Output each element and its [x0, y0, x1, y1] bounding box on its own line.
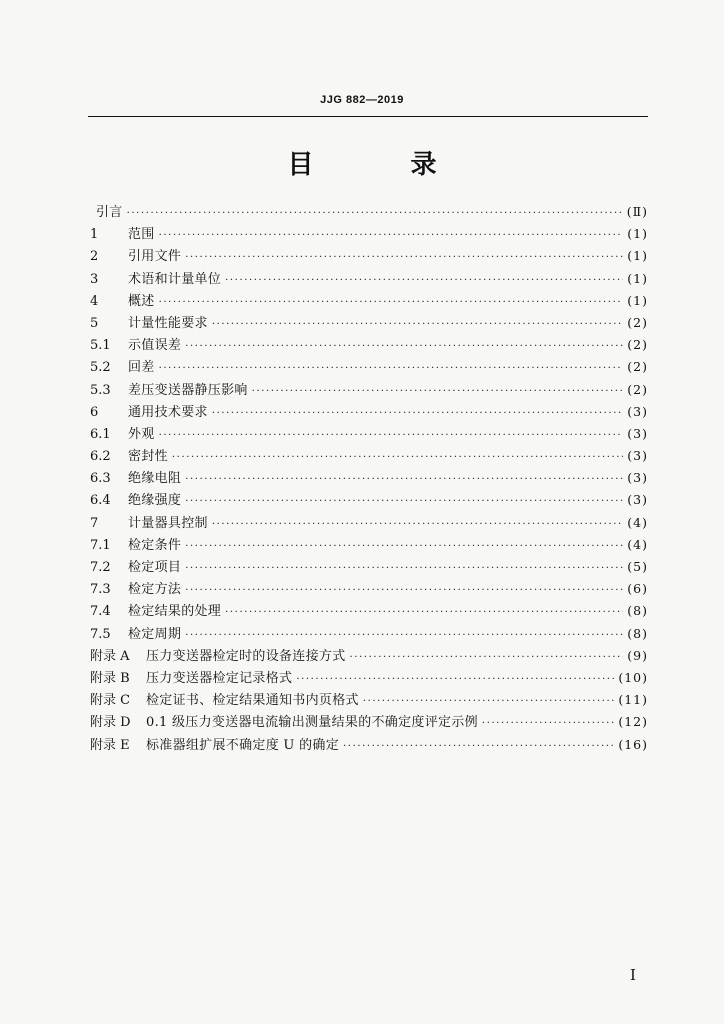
toc-entry-title: 示值误差 [128, 338, 182, 354]
toc-entry-title: 绝缘电阻 [128, 471, 182, 487]
toc-entry-number: 7.1 [90, 537, 111, 553]
toc-leader-dots [127, 203, 623, 225]
toc-leader-dots [350, 647, 624, 669]
toc-entry[interactable] [90, 512, 648, 534]
toc-leader-dots [185, 491, 623, 513]
toc-entry-number: 附录 C [90, 693, 131, 709]
toc-entry-title: 术语和计量单位 [128, 271, 222, 287]
page-title: 目 录 [287, 150, 481, 180]
toc-entry-page: (8) [627, 603, 648, 619]
toc-leader-dots [225, 602, 623, 624]
toc-entry-page: (3) [627, 492, 648, 508]
toc-entry-page: (1) [627, 226, 648, 242]
page-number: I [630, 966, 636, 984]
toc-entry[interactable] [90, 445, 648, 467]
toc-entry-number: 5.3 [90, 382, 111, 398]
toc-entry-number: 附录 B [90, 670, 130, 686]
toc-leader-dots [212, 403, 623, 425]
toc-entry[interactable] [90, 711, 648, 733]
toc-leader-dots [212, 314, 623, 336]
toc-entry-title: 检定方法 [128, 582, 182, 598]
toc-entry-title: 差压变送器静压影响 [128, 382, 248, 398]
toc-entry-page: (10) [618, 669, 648, 685]
toc-entry-page: (16) [618, 736, 648, 752]
toc-entry-number: 1 [90, 227, 99, 243]
toc-leader-dots [159, 225, 624, 247]
toc-entry-number: 6 [90, 404, 99, 420]
toc-entry[interactable] [90, 667, 648, 689]
toc-entry[interactable] [90, 401, 648, 423]
toc-entry[interactable] [90, 423, 648, 445]
toc-entry[interactable] [90, 734, 648, 756]
toc-entry[interactable] [90, 245, 648, 267]
toc-entry[interactable] [90, 556, 648, 578]
toc-leader-dots [159, 358, 624, 380]
toc-entry-title: 计量器具控制 [128, 515, 208, 531]
toc-leader-dots [159, 425, 624, 447]
toc-entry-page: (1) [627, 292, 648, 308]
toc-leader-dots [185, 558, 623, 580]
toc-entry-number: 7.5 [90, 626, 111, 642]
toc-entry-page: (1) [627, 248, 648, 264]
toc-leader-dots [225, 270, 623, 292]
toc-entry-title: 标准器组扩展不确定度 U 的确定 [146, 737, 340, 753]
toc-entry-number: 6.3 [90, 471, 111, 487]
toc-leader-dots [172, 447, 623, 469]
toc-leader-dots [252, 381, 624, 403]
toc-entry-page: (1) [627, 270, 648, 286]
toc-entry[interactable] [90, 600, 648, 622]
toc-entry-page: (3) [627, 403, 648, 419]
toc-leader-dots [343, 736, 614, 758]
toc-entry-page: (6) [627, 581, 648, 597]
toc-entry-page: (3) [627, 448, 648, 464]
toc-entry-number: 7.3 [90, 582, 111, 598]
toc-leader-dots [296, 669, 614, 691]
toc-entry-number: 6.4 [90, 493, 111, 509]
toc-entry[interactable] [90, 268, 648, 290]
toc-entry-page: (4) [627, 536, 648, 552]
toc-leader-dots [185, 580, 623, 602]
toc-entry-page: (9) [627, 647, 648, 663]
toc-entry-title: 0.1 级压力变送器电流输出测量结果的不确定度评定示例 [146, 715, 478, 731]
toc-entry-title: 计量性能要求 [128, 315, 208, 331]
toc-entry-number: 6.2 [90, 449, 111, 465]
toc-entry-page: (8) [627, 625, 648, 641]
toc-entry-title: 概述 [128, 293, 155, 309]
toc-leader-dots [212, 514, 623, 536]
table-of-contents [90, 201, 648, 756]
toc-leader-dots [185, 469, 623, 491]
toc-entry-page: (2) [627, 381, 648, 397]
toc-entry-page: (12) [618, 714, 648, 730]
toc-entry-title: 回差 [128, 360, 155, 376]
toc-entry-number: 附录 A [90, 648, 130, 664]
toc-entry-title: 绝缘强度 [128, 493, 182, 509]
toc-entry-page: (2) [627, 337, 648, 353]
toc-entry-page: (3) [627, 470, 648, 486]
toc-entry-title: 检定结果的处理 [128, 604, 222, 620]
toc-entry[interactable] [90, 312, 648, 334]
toc-entry[interactable] [90, 356, 648, 378]
toc-entry-title: 范围 [128, 227, 155, 243]
toc-entry[interactable] [90, 334, 648, 356]
toc-entry-number: 7 [90, 515, 99, 531]
toc-entry-title: 检定条件 [128, 537, 182, 553]
toc-entry-title: 密封性 [128, 449, 168, 465]
toc-entry-page: (2) [627, 314, 648, 330]
toc-entry[interactable] [90, 290, 648, 312]
toc-entry-title: 引用文件 [128, 249, 182, 265]
toc-entry-page: (Ⅱ) [626, 204, 648, 219]
document-code-header: JJG 882—2019 [320, 94, 404, 106]
toc-entry-title: 压力变送器检定记录格式 [146, 670, 293, 686]
toc-entry[interactable] [90, 467, 648, 489]
toc-entry[interactable] [90, 379, 648, 401]
toc-entry[interactable] [90, 623, 648, 645]
toc-entry-number: 5.1 [90, 338, 111, 354]
toc-entry-number: 7.2 [90, 560, 111, 575]
toc-entry-title: 外观 [128, 426, 155, 442]
toc-entry-title: 检定项目 [128, 560, 182, 575]
toc-entry-page: (2) [627, 359, 648, 375]
toc-entry-page: (11) [618, 692, 648, 708]
toc-entry[interactable] [90, 223, 648, 245]
toc-entry-title: 压力变送器检定时的设备连接方式 [146, 648, 346, 664]
toc-entry-number: 2 [90, 249, 99, 265]
toc-entry-number: 附录 E [90, 737, 130, 753]
toc-entry-number: 4 [90, 293, 99, 309]
toc-entry[interactable] [90, 201, 648, 223]
toc-entry-number: 6.1 [90, 426, 111, 442]
toc-entry-number: 5 [90, 315, 99, 331]
toc-entry-page: (3) [627, 425, 648, 441]
toc-leader-dots [185, 625, 623, 647]
toc-entry-number: 附录 D [90, 715, 131, 731]
toc-leader-dots [159, 292, 624, 314]
toc-entry-number: 3 [90, 271, 99, 287]
toc-entry-page: (5) [627, 559, 648, 574]
toc-leader-dots [185, 536, 623, 558]
toc-entry-title: 检定证书、检定结果通知书内页格式 [146, 693, 359, 709]
toc-entry[interactable] [90, 489, 648, 511]
toc-entry[interactable] [90, 578, 648, 600]
toc-entry-page: (4) [627, 514, 648, 530]
toc-entry-title: 通用技术要求 [128, 404, 208, 420]
toc-entry-number: 7.4 [90, 604, 111, 620]
toc-leader-dots [185, 336, 623, 358]
header-rule [88, 116, 648, 117]
toc-entry[interactable] [90, 689, 648, 711]
toc-leader-dots [185, 247, 623, 269]
toc-leader-dots [482, 713, 614, 735]
toc-leader-dots [363, 691, 615, 713]
toc-entry-number: 5.2 [90, 360, 111, 376]
toc-entry-title: 引言 [96, 205, 123, 220]
toc-entry[interactable] [90, 534, 648, 556]
toc-entry[interactable] [90, 645, 648, 667]
toc-entry-title: 检定周期 [128, 626, 182, 642]
